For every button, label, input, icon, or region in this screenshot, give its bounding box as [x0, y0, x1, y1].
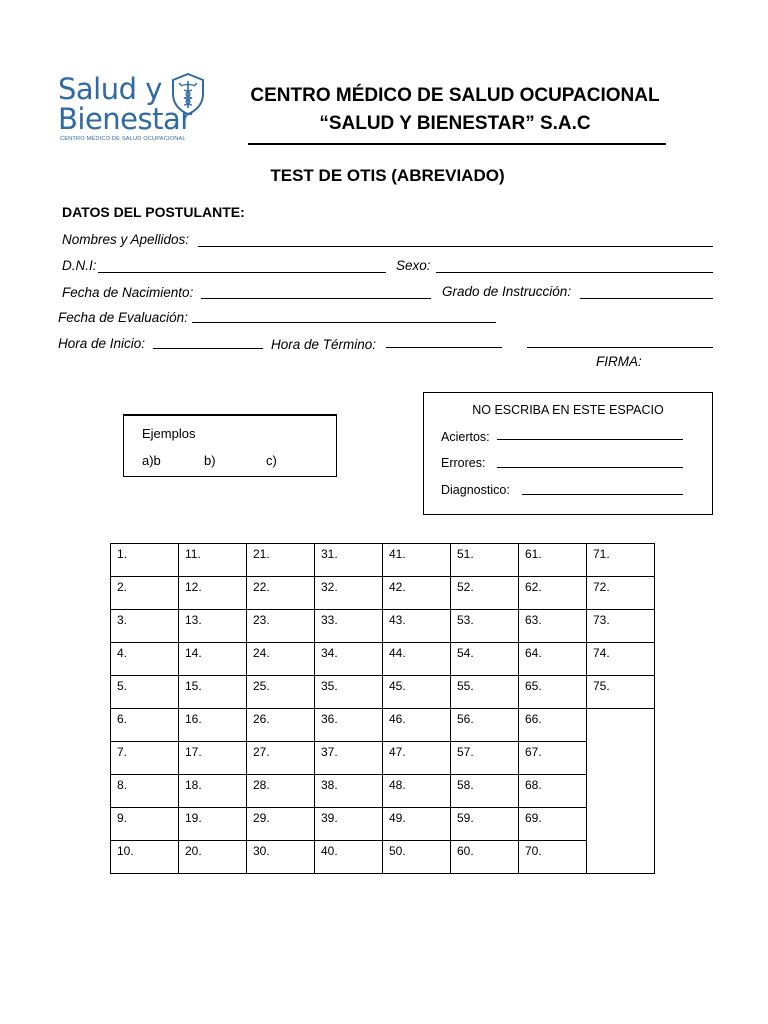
answer-cell[interactable]: 29. [247, 808, 315, 841]
answer-cell[interactable]: 68. [519, 775, 587, 808]
field-nombres[interactable] [198, 246, 713, 247]
label-sexo: Sexo: [396, 258, 431, 273]
field-fecha-nacimiento[interactable] [201, 298, 431, 299]
answer-cell[interactable]: 62. [519, 577, 587, 610]
answer-cell[interactable]: 58. [451, 775, 519, 808]
answer-cell[interactable]: 39. [315, 808, 383, 841]
answer-cell[interactable]: 20. [179, 841, 247, 874]
logo-subtitle: CENTRO MÉDICO DE SALUD OCUPACIONAL [60, 136, 186, 142]
answer-cell[interactable]: 66. [519, 709, 587, 742]
field-firma[interactable] [527, 347, 713, 348]
header-divider [248, 143, 666, 145]
answer-cell[interactable]: 64. [519, 643, 587, 676]
answer-cell[interactable]: 57. [451, 742, 519, 775]
answer-cell[interactable]: 6. [111, 709, 179, 742]
field-errores[interactable] [497, 467, 683, 468]
field-dni[interactable] [98, 272, 386, 273]
label-fecha-nacimiento: Fecha de Nacimiento: [62, 285, 194, 300]
answer-cell[interactable]: 38. [315, 775, 383, 808]
answer-cell[interactable]: 17. [179, 742, 247, 775]
header-title-1: CENTRO MÉDICO DE SALUD OCUPACIONAL [250, 85, 660, 106]
field-hora-termino[interactable] [386, 347, 502, 348]
label-nombres: Nombres y Apellidos: [62, 232, 190, 247]
answer-cell[interactable]: 43. [383, 610, 451, 643]
answer-cell[interactable]: 50. [383, 841, 451, 874]
answer-cell[interactable]: 61. [519, 544, 587, 577]
field-fecha-evaluacion[interactable] [192, 322, 496, 323]
answer-cell[interactable]: 7. [111, 742, 179, 775]
answer-cell[interactable]: 28. [247, 775, 315, 808]
grid-row [111, 610, 655, 643]
grid-row [111, 742, 655, 775]
answer-grid [110, 543, 655, 874]
answer-cell[interactable]: 55. [451, 676, 519, 709]
answer-cell[interactable]: 2. [111, 577, 179, 610]
answer-cell[interactable]: 9. [111, 808, 179, 841]
grid-row [111, 643, 655, 676]
answer-cell[interactable]: 69. [519, 808, 587, 841]
label-firma: FIRMA: [596, 354, 642, 369]
answer-cell[interactable]: 34. [315, 643, 383, 676]
grid-row [111, 808, 655, 841]
label-errores: Errores: [441, 456, 486, 470]
grid-row [111, 676, 655, 709]
answer-cell[interactable]: 72. [587, 577, 655, 610]
answer-cell[interactable]: 25. [247, 676, 315, 709]
answer-cell[interactable]: 16. [179, 709, 247, 742]
answer-cell[interactable]: 21. [247, 544, 315, 577]
answer-cell[interactable]: 4. [111, 643, 179, 676]
caduceus-shield-icon [170, 72, 206, 116]
example-b: b) [204, 453, 216, 468]
answer-cell[interactable]: 70. [519, 841, 587, 874]
logo [58, 70, 218, 150]
answer-cell[interactable]: 53. [451, 610, 519, 643]
blank-cell [587, 709, 655, 874]
grid-row [111, 577, 655, 610]
label-dni: D.N.I: [62, 258, 97, 273]
answer-cell[interactable]: 19. [179, 808, 247, 841]
answer-cell[interactable]: 42. [383, 577, 451, 610]
answer-cell[interactable]: 10. [111, 841, 179, 874]
answer-cell[interactable]: 41. [383, 544, 451, 577]
logo-line-1: Salud y [58, 72, 162, 106]
answer-cell[interactable]: 23. [247, 610, 315, 643]
answer-cell[interactable]: 40. [315, 841, 383, 874]
answer-cell[interactable]: 67. [519, 742, 587, 775]
answer-cell[interactable]: 49. [383, 808, 451, 841]
answer-cell[interactable]: 74. [587, 643, 655, 676]
answer-cell[interactable]: 63. [519, 610, 587, 643]
grid-row [111, 841, 655, 874]
answer-cell[interactable]: 36. [315, 709, 383, 742]
label-grado: Grado de Instrucción: [442, 284, 572, 299]
field-aciertos[interactable] [497, 439, 683, 440]
answer-cell[interactable]: 47. [383, 742, 451, 775]
answer-cell[interactable]: 45. [383, 676, 451, 709]
test-title: TEST DE OTIS (ABREVIADO) [270, 166, 505, 185]
answer-cell[interactable]: 1. [111, 544, 179, 577]
label-diagnostico: Diagnostico: [441, 483, 510, 497]
answer-cell[interactable]: 24. [247, 643, 315, 676]
section-title-datos: DATOS DEL POSTULANTE: [62, 204, 245, 220]
answer-cell[interactable]: 46. [383, 709, 451, 742]
label-fecha-evaluacion: Fecha de Evaluación: [58, 310, 188, 325]
answer-cell[interactable]: 56. [451, 709, 519, 742]
answer-cell[interactable]: 33. [315, 610, 383, 643]
answer-cell[interactable]: 52. [451, 577, 519, 610]
label-hora-termino: Hora de Término: [271, 337, 377, 352]
answer-cell[interactable]: 15. [179, 676, 247, 709]
grid-row [111, 775, 655, 808]
answer-cell[interactable]: 51. [451, 544, 519, 577]
example-a: a)b [142, 453, 161, 468]
answer-cell[interactable]: 73. [587, 610, 655, 643]
answer-cell[interactable]: 31. [315, 544, 383, 577]
answer-cell[interactable]: 54. [451, 643, 519, 676]
answer-cell[interactable]: 13. [179, 610, 247, 643]
field-grado[interactable] [580, 298, 713, 299]
answer-cell[interactable]: 8. [111, 775, 179, 808]
answer-cell[interactable]: 75. [587, 676, 655, 709]
field-diagnostico[interactable] [522, 494, 683, 495]
field-sexo[interactable] [436, 272, 713, 273]
answer-cell[interactable]: 65. [519, 676, 587, 709]
examples-title: Ejemplos [142, 426, 196, 441]
answer-cell[interactable]: 60. [451, 841, 519, 874]
answer-cell[interactable]: 71. [587, 544, 655, 577]
answer-cell[interactable]: 44. [383, 643, 451, 676]
answer-cell[interactable]: 48. [383, 775, 451, 808]
office-use-title: NO ESCRIBA EN ESTE ESPACIO [472, 403, 664, 417]
answer-cell[interactable]: 59. [451, 808, 519, 841]
header-title-2: “SALUD Y BIENESTAR” S.A.C [319, 113, 591, 134]
answer-cell[interactable]: 14. [179, 643, 247, 676]
answer-cell[interactable]: 22. [247, 577, 315, 610]
answer-cell[interactable]: 5. [111, 676, 179, 709]
answer-cell[interactable]: 27. [247, 742, 315, 775]
field-hora-inicio[interactable] [153, 348, 263, 349]
answer-cell[interactable]: 37. [315, 742, 383, 775]
logo-line-2: Bienestar [58, 102, 192, 136]
answer-cell[interactable]: 32. [315, 577, 383, 610]
answer-cell[interactable]: 26. [247, 709, 315, 742]
answer-cell[interactable]: 35. [315, 676, 383, 709]
label-aciertos: Aciertos: [441, 430, 490, 444]
answer-cell[interactable]: 11. [179, 544, 247, 577]
grid-row [111, 709, 655, 742]
answer-cell[interactable]: 3. [111, 610, 179, 643]
answer-cell[interactable]: 18. [179, 775, 247, 808]
answer-cell[interactable]: 30. [247, 841, 315, 874]
label-hora-inicio: Hora de Inicio: [58, 336, 146, 351]
grid-row [111, 544, 655, 577]
answer-cell[interactable]: 12. [179, 577, 247, 610]
example-c: c) [266, 453, 277, 468]
